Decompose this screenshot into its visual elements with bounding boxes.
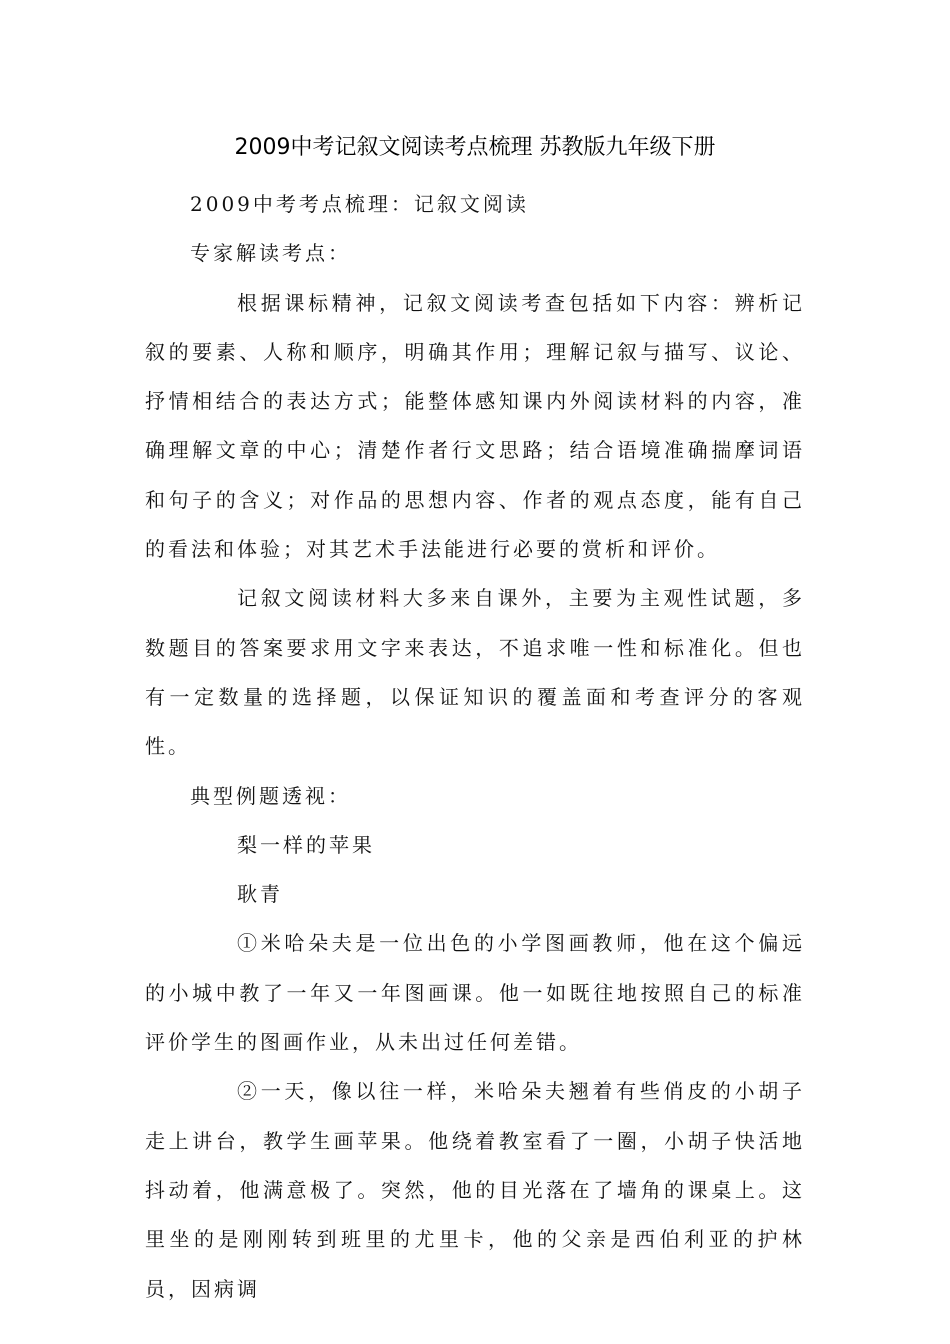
subtitle-paragraph: 2009中考考点梳理：记叙文阅读	[190, 192, 529, 216]
section-heading-examples: 典型例题透视：	[190, 783, 351, 808]
story-author: 耿青	[237, 882, 283, 907]
story-title: 梨一样的苹果	[237, 832, 375, 857]
section-heading-expert: 专家解读考点：	[190, 241, 351, 266]
story-paragraph-2: ②一天，像以往一样，米哈朵夫翘着有些俏皮的小胡子走上讲台，教学生画苹果。他绕着教室看了一圈，小胡子快活地抖动着，他满意极了。突然，他的目光落在了墙角的课桌上。这里坐的是刚刚转到班里的尤里卡，他的父亲是西伯利亚的护林员，因病调	[145, 1079, 805, 1301]
paragraph-curriculum: 根据课标精神，记叙文阅读考查包括如下内容：辨析记叙的要素、人称和顺序，明确其作用；理解记叙与描写、议论、抒情相结合的表达方式；能整体感知课内外阅读材料的内容，准确理解文章的中心；清楚作者行文思路；结合语境准确揣摩词语和句子的含义；对作品的思想内容、作者的观点态度，能有自己的看法和体验；对其艺术手法能进行必要的赏析和评价。	[145, 290, 805, 562]
paragraph-materials: 记叙文阅读材料大多来自课外，主要为主观性试题，多数题目的答案要求用文字来表达，不追求唯一性和标准化。但也有一定数量的选择题，以保证知识的覆盖面和考查评分的客观性。	[145, 586, 805, 759]
document-body	[145, 180, 805, 1314]
document-title: 2009中考记叙文阅读考点梳理 苏教版九年级下册	[234, 135, 716, 160]
story-paragraph-1: ①米哈朵夫是一位出色的小学图画教师，他在这个偏远的小城中教了一年又一年图画课。他一如既往地按照自己的标准评价学生的图画作业，从未出过任何差错。	[145, 931, 805, 1055]
